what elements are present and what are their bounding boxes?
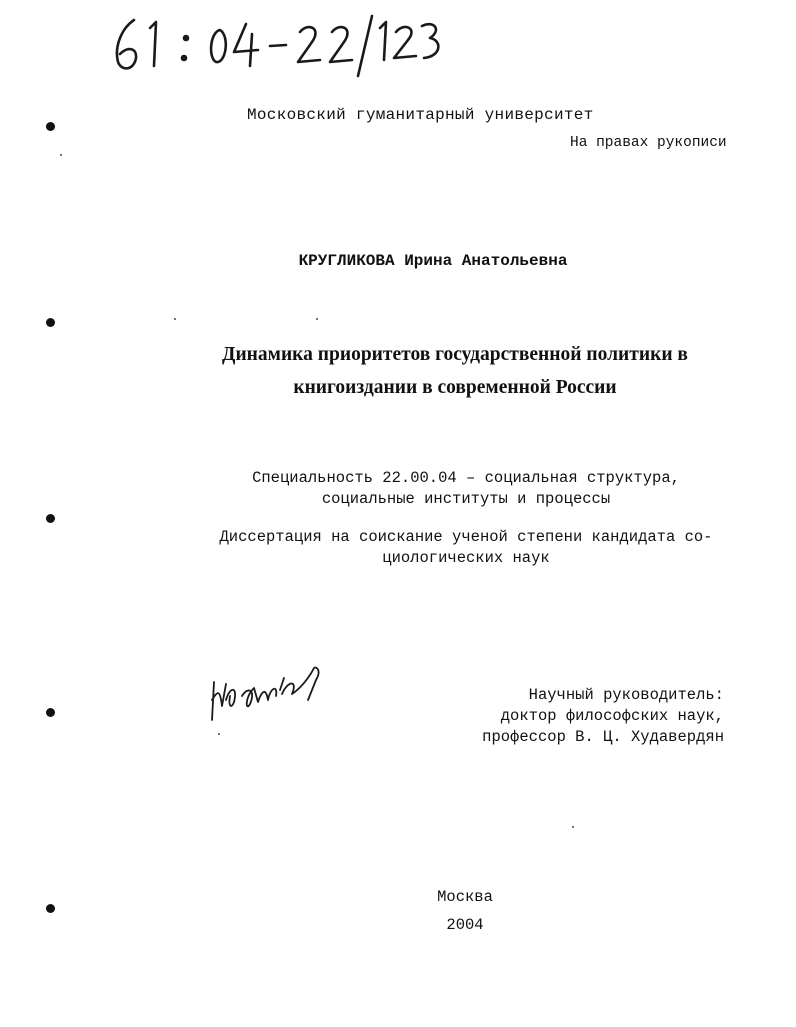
scan-speck: [572, 826, 574, 828]
supervisor-degree: доктор философских наук,: [500, 707, 724, 725]
specialty: [200, 468, 732, 510]
author-name: КРУГЛИКОВА Ирина Анатольевна: [298, 252, 568, 270]
title-line: Динамика приоритетов государственной политики в: [222, 344, 688, 365]
supervisor-name: профессор В. Ц. Худавердян: [482, 728, 724, 746]
degree-line: Диссертация на соискание ученой степени кандидата со-: [219, 528, 713, 546]
binding-hole-mark: [46, 122, 55, 131]
signature-drawing: [204, 650, 344, 730]
scientific-supervisor: [482, 685, 724, 748]
scan-speck: [218, 733, 220, 735]
university-name: Московский гуманитарный университет: [247, 106, 594, 124]
year: 2004: [446, 916, 484, 934]
scan-speck: [174, 318, 176, 320]
scan-speck: [60, 154, 62, 156]
specialty-line: Специальность 22.00.04 – социальная структура,: [252, 469, 680, 487]
scan-speck: [316, 318, 318, 320]
handwritten-number-drawing: [104, 6, 454, 86]
degree-line: циологических наук: [382, 549, 550, 567]
dissertation-title: [160, 338, 750, 404]
specialty-line: социальные институты и процессы: [321, 490, 611, 508]
binding-hole-mark: [46, 318, 55, 327]
city: Москва: [437, 888, 493, 906]
manuscript-note: На правах рукописи: [570, 135, 727, 151]
title-line: книгоиздании в современной России: [293, 377, 617, 398]
degree-statement: [200, 527, 732, 569]
handwritten-signature: [204, 650, 344, 730]
handwritten-archive-number: [104, 6, 454, 86]
binding-hole-mark: [46, 904, 55, 913]
supervisor-role: Научный руководитель:: [528, 686, 724, 704]
binding-hole-mark: [46, 514, 55, 523]
binding-hole-mark: [46, 708, 55, 717]
